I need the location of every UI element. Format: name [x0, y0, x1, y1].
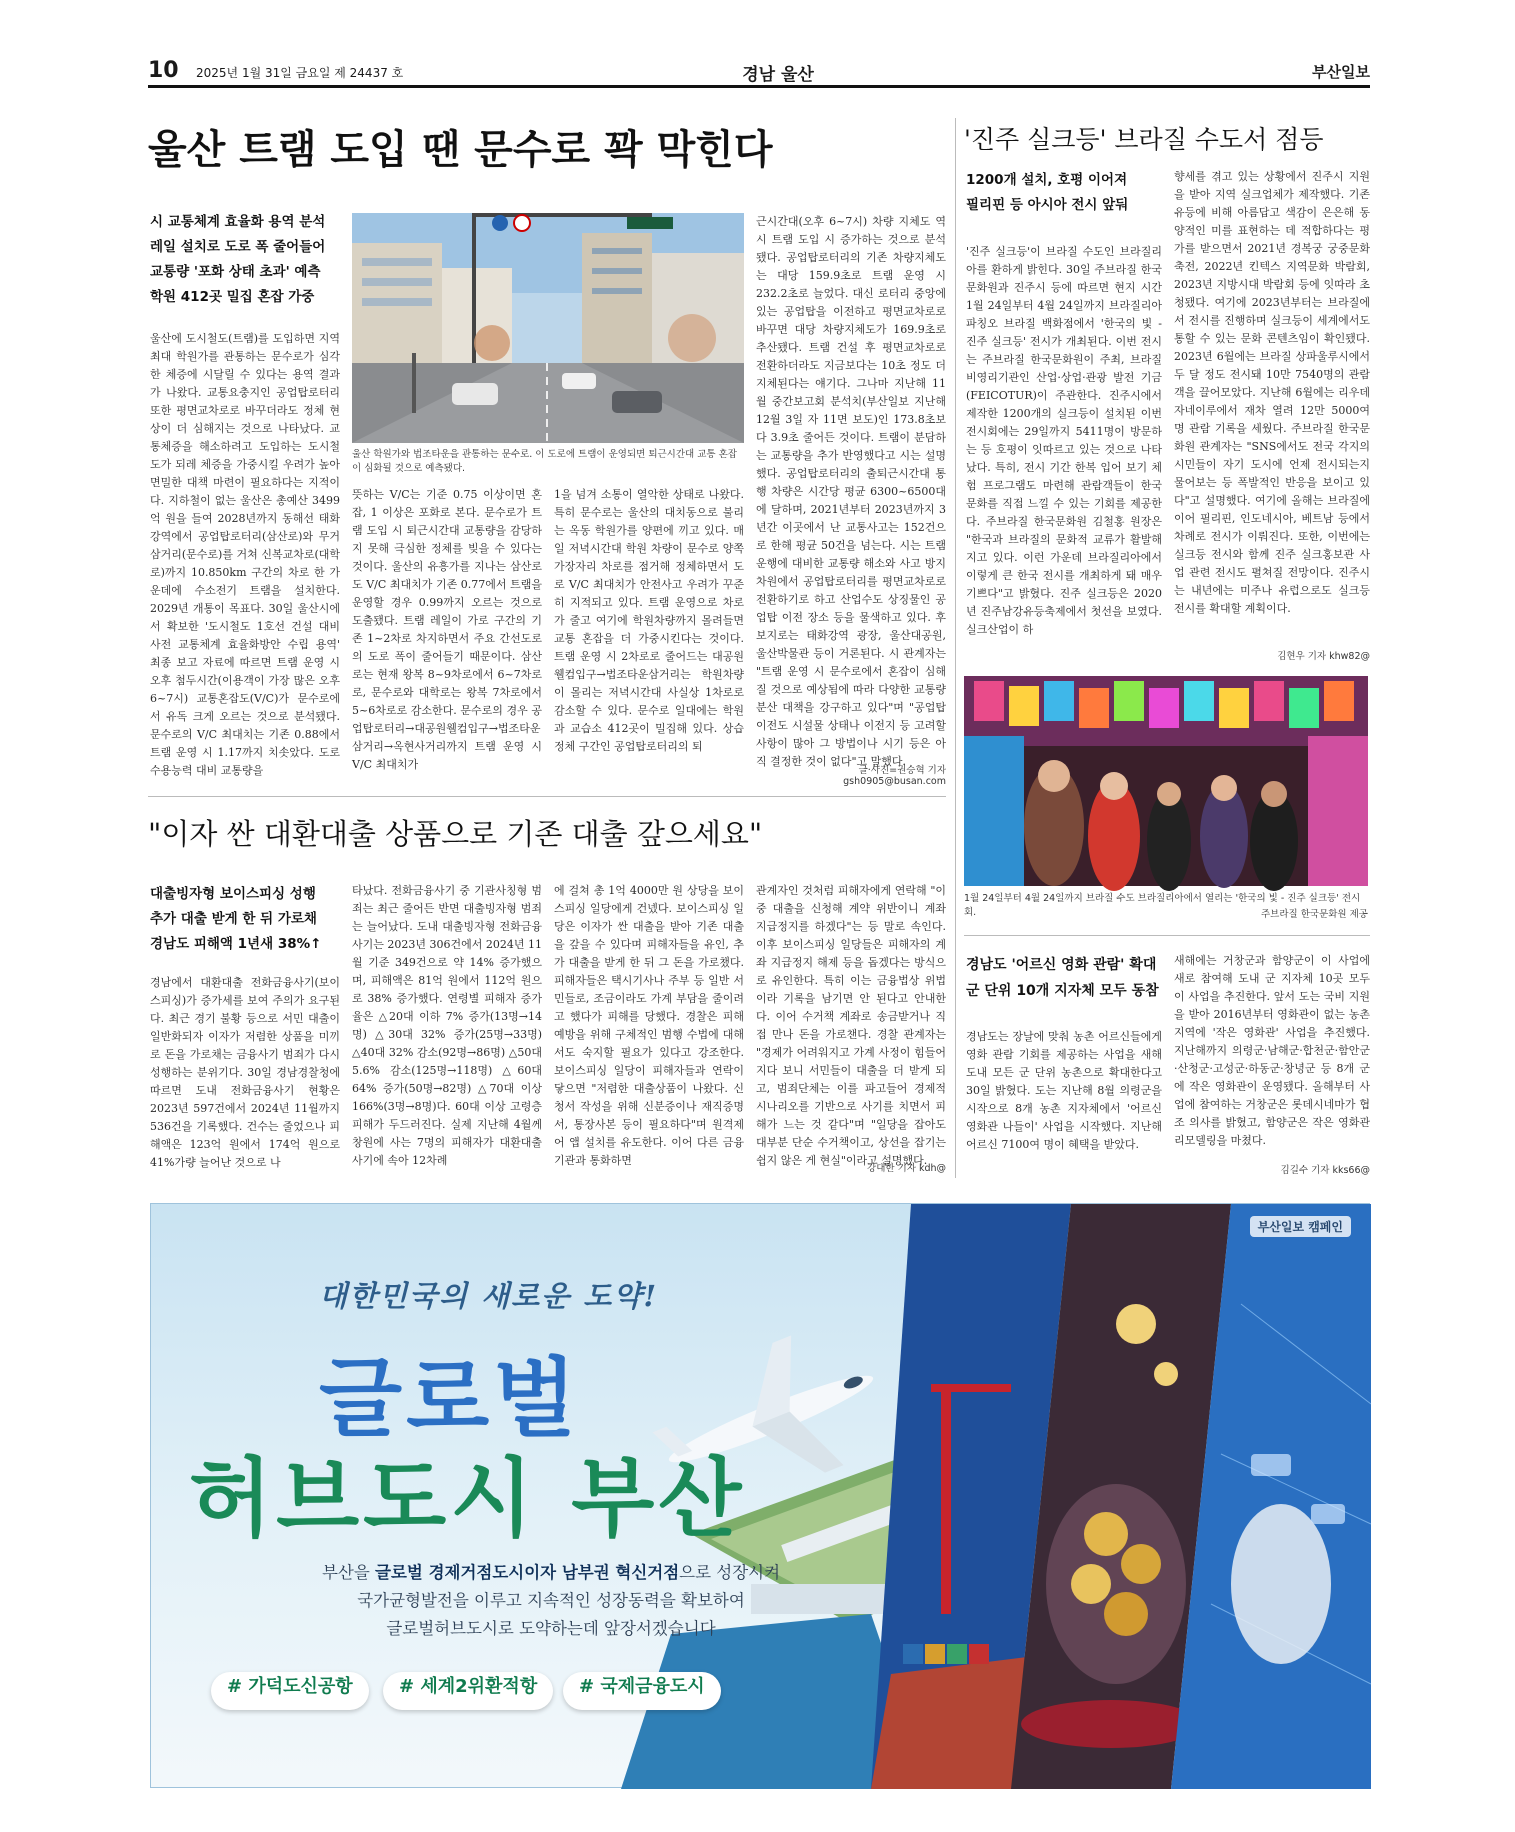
article2-subheads	[966, 168, 1162, 218]
ad-copy-line1-bold: 글로벌 경제거점도시이자 남부권 혁신거점	[375, 1563, 680, 1582]
article3-body-col3: 에 걸쳐 총 1억 4000만 원 상당을 보이스피싱 일당에게 건넸다. 보이스피싱 일당은 이자가 싼 대출을 받아 기존 대출을 갚을 수 있다며 피해자들을 유인, 추가 대출을 받게 한 뒤 그 돈을 가로챘다. 피해자들은 택시기사나 주부 등 일반 서민들로, 조금이라도 가계 부담을 줄이려고 했다가 피해를 당했다. 경찰은 피해 예방을 위해 구체적인 범행 수법에 대해서도 숙지할 필요가 있다고 강조한다. 보이스피싱 일당이 피해자들과 연락이 닿으면 "저렴한 대출상품이 나왔다. 신청서 작성을 위해 신분증이나 재직증명서, 통장사본 등이 필요하다"며 원격제어 앱 설치를 유도한다. 이어 다른 금융기관과 통화하면	[554, 884, 744, 1167]
article3-byline: 강대한 기자 kdh@	[867, 1163, 946, 1174]
article4-byline: 김길수 기자 kks66@	[1280, 1165, 1370, 1176]
column-divider	[955, 118, 956, 1178]
article1-subheads	[150, 210, 340, 310]
article3-subhead: 추가 대출 받게 한 뒤 가로채	[150, 911, 317, 927]
article1-subhead: 학원 412곳 밀집 혼잡 가중	[150, 289, 315, 305]
article4-body-col2: 새해에는 거창군과 함양군이 이 사업에 새로 참여해 도내 군 지자체 10곳 모두 이 사업을 추진한다. 앞서 도는 국비 지원을 받아 2016년부터 영화관이 없는 농촌 지역에 '작은 영화관' 사업을 추진했다. 지난해까지 의령군·남해군·합천군·함안군·산청군·고성군·하동군·창녕군 등 8개 군에 작은 영화관이 운영됐다. 올해부터 사업에 참여하는 거창군은 롯데시네마가 협조 의사를 밝혔고, 함양군은 작은 영화관 리모델링을 마쳤다.	[1174, 954, 1370, 1147]
campaign-label: 부산일보 캠페인	[1250, 1216, 1351, 1237]
article3-headline: "이자 싼 대환대출 상품으로 기존 대출 갚으세요"	[148, 817, 763, 851]
article3-subhead: 대출빙자형 보이스피싱 성행	[150, 886, 316, 902]
article1-photo-caption: 울산 학원가와 법조타운을 관통하는 문수로. 이 도로에 트램이 운영되면 퇴근시간대 교통 혼잡이 심화될 것으로 예측됐다.	[352, 449, 737, 474]
article3-body-col2: 타났다. 전화금융사기 중 기관사칭형 범죄는 최근 줄어든 반면 대출빙자형 범죄는 늘어났다. 도내 대출빙자형 전화금융사기는 2023년 306건에서 2024년 11월 기준 349건으로 약 14% 증가했으며, 피해액은 81억 원에서 112억 원으로 38% 증가했다. 연령별 피해자 증가율은 △20대 이하 7% 증가(13명→14명) △30대 32% 증가(25명→33명) △40대 32% 감소(92명→86명) △50대 5.6% 감소(125명→118명) △60대 64% 증가(50명→82명) △70대 이상 166%(3명→8명)다. 60대 이상 고령층 피해가 두드러진다. 실제 지난해 4월께 창원에 사는 7명의 피해자가 대환대출 사기에 속아 12차례	[352, 884, 542, 1167]
section-divider	[148, 796, 946, 797]
street-photo-image	[352, 213, 744, 443]
campaign-advertisement	[150, 1203, 1370, 1788]
ad-copy-line3: 글로벌허브도시로 도약하는데 앞장서겠습니다	[386, 1619, 716, 1638]
article1-body-col4: 근시간대(오후 6~7시) 차량 지체도 역시 트램 도입 시 증가하는 것으로 분석됐다. 공업탑로터리의 기존 차량지체도는 대당 159.9초로 트램 운영 시 232.2초로 늘었다. 대신 로터리 중앙에 있는 공업탑을 이전하고 평면교차로로 바꾸면 대당 차량지체도가 169.9초로 추산됐다. 트램 건설 후 평면교차로로 전환하더라도 지금보다는 10초 정도 더 지체된다는 얘기다. 그나마 지난해 11월 중간보고회 분석치(부산일보 지난해 12월 3일 자 11면 보도)인 173.8초보다 3.9초 줄어든 것이다. 트램이 분담하는 교통량을 추가 반영했다고 시는 설명했다. 공업탑로터리의 출퇴근시간대 통행 차량은 시간당 평균 6300~6500대에 달하며, 2021년부터 2023년까지 3년간 이곳에서 난 교통사고는 152건으로 한해 평균 50건을 넘는다. 시는 트램 운행에 대비한 교통량 해소와 사고 방지 차원에서 공업탑로터리를 평면교차로로 전환하기로 하고 산업수도 상징물인 공업탑 이전 장소 등을 물색하고 있다. 후보지로는 태화강역 광장, 울산대공원, 울산박물관 등이 거론된다. 시 관계자는 "트램 운영 시 문수로에서 혼잡이 심해질 것으로 예상됨에 따라 다양한 교통량 분산 대책을 강구하고 있다"며 "공업탑 이전도 시설물 상태나 이전지 등 고려할 사항이 많아 그 방법이나 시기 등은 아직 결정한 것이 없다"고 말했다.	[756, 215, 946, 768]
ad-copy-line1	[301, 1559, 801, 1583]
hashtag-gadeokdo-airport: # 가덕도신공항	[211, 1672, 369, 1710]
article1-body-col1: 울산에 도시철도(트램)를 도입하면 지역 최대 학원가를 관통하는 문수로가 심각한 체증에 시달릴 수 있다는 용역 결과가 나왔다. 교통요충지인 공업탑로터리 또한 평면교차로로 바꾸더라도 정체 현상이 더 심해지는 것으로 나타났다. 교통체증을 해소하려고 도입하는 도시철도가 되레 체증을 가중시킬 우려가 높아 면밀한 대책 마련이 필요하다는 지적이다. 지하철이 없는 울산은 총예산 3499억 원을 들여 2028년까지 동해선 태화강역에서 공업탑로터리(삼산로)와 무거삼거리(문수로)를 거쳐 신복교차로(대학로)까지 10.850km 구간의 차로 한 가운데에 수소전기 트램을 설치한다. 2029년 개통이 목표다. 30일 울산시에서 확보한 '도시철도 1호선 건설 대비 사전 교통체계 효율화방안 수립 용역' 최종 보고 자료에 따르면 트램 운영 시 오후 첨두시간(이용객이 가장 많은 오후 6~7시) 교통혼잡도(V/C)가 문수로에서 유독 크게 오르는 것으로 분석됐다. 문수로의 V/C 최대치는 기존 0.88에서 트램 운영 시 1.17까지 치솟았다. 도로 수용능력 대비 교통량을	[150, 332, 340, 777]
issue-date: 2025년 1월 31일 금요일 제 24437 호	[196, 66, 404, 80]
ad-slogan: 대한민국의 새로운 도약!	[319, 1279, 659, 1313]
article3-body-col4: 관계자인 것처럼 피해자에게 연락해 "이중 대출을 신청해 계약 위반이니 계좌 지급정지를 하겠다"는 등 말로 속인다. 이후 보이스피싱 일당들은 피해자의 계좌 지급정지 해제 등을 돕겠다는 방식으로 유인한다. 특히 이는 금융법상 위법이라 기록을 남기면 안 된다고 안내한다. 이어 수거책 계좌로 송금받거나 직접 만나 돈을 가로챈다. 경찰 관계자는 "경제가 어려워지고 가계 사정이 힘들어지다 보니 서민들이 대출을 더 받게 되고, 범죄단체는 이를 파고들어 경제적 시나리오를 기반으로 사기를 치면서 피해가 느는 것 같다"며 "일당을 잡아도 대부분 단순 수거책이고, 상선을 잡기는 쉽지 않은 게 현실"이라고 설명했다.	[756, 884, 946, 1167]
article1-subhead: 교통량 '포화 상태 초과' 예측	[150, 264, 321, 280]
street-photo	[352, 213, 744, 443]
silk-lantern-image	[964, 676, 1368, 886]
ad-title-line2: 허브도시 부산	[189, 1449, 746, 1549]
article2-subhead: 필리핀 등 아시아 전시 앞둬	[966, 197, 1129, 213]
article2-subhead: 1200개 설치, 호평 이어져	[966, 172, 1128, 188]
article2-photo-caption: 1월 24일부터 4월 24일까지 브라질 수도 브라질리아에서 열리는 '한국의 빛 - 진주 실크등' 전시회.	[964, 893, 1361, 918]
page-number: 10	[148, 58, 179, 83]
article3-body-col1: 경남에서 대환대출 전화금융사기(보이스피싱)가 증가세를 보여 주의가 요구된다. 최근 경기 불황 등으로 서민 대출이 일반화되자 이자가 저렴한 상품을 미끼로 돈을 가로채는 금융사기 범죄가 다시 성행하는 분위기다. 30일 경남경찰청에 따르면 도내 전화금융사기 현황은 2023년 597건에서 2024년 11월까지 536건을 기록했다. 건수는 줄었으나 피해액은 123억 원에서 174억 원으로 41%가량 늘어난 것으로 나	[150, 976, 340, 1169]
article3-subheads	[150, 882, 340, 957]
article4-headline-line: 경남도 '어르신 영화 관람' 확대	[966, 957, 1157, 973]
section-divider	[964, 935, 1370, 936]
newspaper-logo: 부산일보	[1312, 63, 1370, 81]
article4-body-col1: 경남도는 장날에 맞춰 농촌 어르신들에게 영화 관람 기회를 제공하는 사업을 새해 도내 모든 군 단위 농촌으로 확대한다고 30일 밝혔다. 도는 지난해 8월 의령군을 시작으로 8개 농촌 지자체에서 '어르신 영화관 나들이' 사업을 시작했다. 지난해 어르신 7100여 명이 혜택을 받았다.	[966, 1030, 1162, 1151]
hashtag-finance-city: # 국제금융도시	[563, 1672, 721, 1710]
article2-byline: 김현우 기자 khw82@	[1277, 651, 1370, 662]
article2-headline: '진주 실크등' 브라질 수도서 점등	[964, 125, 1324, 154]
article1-body-col3: 1을 넘겨 소통이 열악한 상태로 나왔다. 특히 문수로는 울산의 대치동으로 불리는 옥동 학원가를 양편에 끼고 있다. 매일 저녁시간대 학원 차량이 문수로 양쪽 가장자리 차로를 점거해 정체하면서 도로 V/C 최대치가 안전사고 우려가 꾸준히 지적되고 있다. 트램 운영으로 차로가 줄고 여기에 학원차량까지 몰려들면 교통 혼잡을 더 가중시킨다는 것이다. 트램 운영 시 2차로로 줄어드는 대공원웰컴입구→법조타운삼거리는 학원차량이 몰리는 저녁시간대 사실상 1차로로 감소할 수 있다. 문수로 일대에는 학원과 교습소 412곳이 밀집해 있다. 상습 정체 구간인 공업탑로터리의 퇴	[554, 488, 744, 753]
article3-subhead: 경남도 피해액 1년새 38%↑	[150, 936, 322, 952]
ad-title-line1: 글로벌	[319, 1349, 581, 1449]
article4-headline-line: 군 단위 10개 지자체 모두 동참	[966, 983, 1159, 999]
ad-copy-line2: 국가균형발전을 이루고 지속적인 성장동력을 확보하여	[357, 1591, 745, 1610]
silk-lantern-photo	[964, 676, 1368, 886]
article1-body-col2: 뜻하는 V/C는 기준 0.75 이상이면 혼잡, 1 이상은 포화로 본다. 문수로가 트램 도입 시 퇴근시간대 교통량을 감당하지 못해 극심한 정체를 빚을 수 있다는 것이다. 울산의 유흥가를 지나는 삼산로도 V/C 최대치가 기존 0.77에서 트램을 운영할 경우 0.99까지 오르는 것으로 도출됐다. 트램 레일이 가로 구간의 기존 1~2차로 차지하면서 주요 간선도로의 도로 폭이 줄어들기 때문이다. 삼산로는 현재 왕복 8~9차로에서 6~7차로로, 문수로와 대학로는 왕복 7차로에서 5~6차로로 감소한다. 문수로의 경우 공업탑로터리→대공원웰컴입구→법조타운삼거리→옥현사거리까지 트램 운영 시 V/C 최대치가	[352, 488, 542, 771]
article1-subhead: 시 교통체계 효율화 용역 분석	[150, 214, 326, 230]
article1-subhead: 레일 설치로 도로 폭 줄어들어	[150, 239, 326, 255]
article2-body-col1: '진주 실크등'이 브라질 수도인 브라질리아를 환하게 밝힌다. 30일 주브라질 한국문화원과 진주시 등에 따르면 현지 시간 1월 24일부터 4월 24일까지 브라질리아 파칭오 브라질 백화점에서 '한국의 빛 - 진주 실크등' 전시가 개최된다. 이번 전시는 주브라질 한국문화원이 주최, 브라질 비영리기관인 산업·상업·관광 발전 기금(FEICOTUR)이 주관한다. 진주시에서 제작한 1200개의 실크등이 설치된 이번 전시회에는 29일까지 5411명이 방문하는 등 호평이 잇따르고 있는 것으로 나타났다. 특히, 전시 기간 한복 입어 보기 체험 프로그램도 마련해 관람객들이 한국 문화를 직접 느낄 수 있는 기회를 제공한다. 주브라질 한국문화원 김철홍 원장은 "한국과 브라질의 문화적 교류가 활발해지고 있다. 이런 가운데 브라질리아에서 이렇게 큰 한국 전시를 개최하게 돼 매우 기쁘다"고 밝혔다. 진주 실크등은 2020년 진주남강유등축제에서 첫선을 보였다. 실크산업이 하	[966, 245, 1162, 636]
ad-copy-line1-suffix: 으로 성장시켜	[679, 1563, 781, 1582]
hashtag-transshipment-port: # 세계2위환적항	[383, 1672, 553, 1710]
page-header	[148, 58, 1370, 88]
article1-byline: 글·사진=권승혁 기자 gsh0905@busan.com	[843, 765, 946, 787]
section-title: 경남 울산	[742, 65, 814, 85]
article2-body-col2: 향세를 겪고 있는 상황에서 진주시 지원을 받아 지역 실크업체가 제작했다. 기존 유등에 비해 아름답고 색감이 은은해 동양적인 미를 표현하는 데 적합하다는 평가를 받으면서 2021년 경복궁 궁중문화 축전, 2022년 킨텍스 지역문화 박람회, 2023년 지방시대 박람회 등에 잇따라 초청됐다. 여기에 2023년부터는 브라질에서 전시를 진행하며 실크등이 세계에서도 통할 수 있는 문화 콘텐츠임이 확인됐다. 2023년 6월에는 브라질 상파울루시에서 두 달 정도 전시돼 10만 7540명의 관람객을 끌어모았다. 지난해 6월에는 리우데자네이루에서 재차 열려 12만 5000여 명 관람 기록을 세웠다. 주브라질 한국문화원 관계자는 "SNS에서도 전국 각지의 시민들이 자기 도시에 언제 전시되는지 물어보는 등 폭발적인 반응을 보이고 있다"고 설명했다. 여기에 올해는 브라질에 이어 필리핀, 인도네시아, 베트남 등에서 차례로 전시가 이뤄진다. 또한, 이번에는 실크등 전시와 함께 진주 실크홍보관 사업 관련 전시도 펼쳐질 전망이다. 진주시는 내년에는 미주나 유럽으로도 실크등 전시를 확대할 계획이다.	[1174, 170, 1370, 615]
article1-headline: 울산 트램 도입 땐 문수로 꽉 막힌다	[148, 127, 773, 173]
article4-headline	[966, 952, 1166, 1004]
article2-photo-credit: 주브라질 한국문화원 제공	[1261, 909, 1368, 920]
ad-copy-line1-prefix: 부산을	[321, 1563, 376, 1582]
